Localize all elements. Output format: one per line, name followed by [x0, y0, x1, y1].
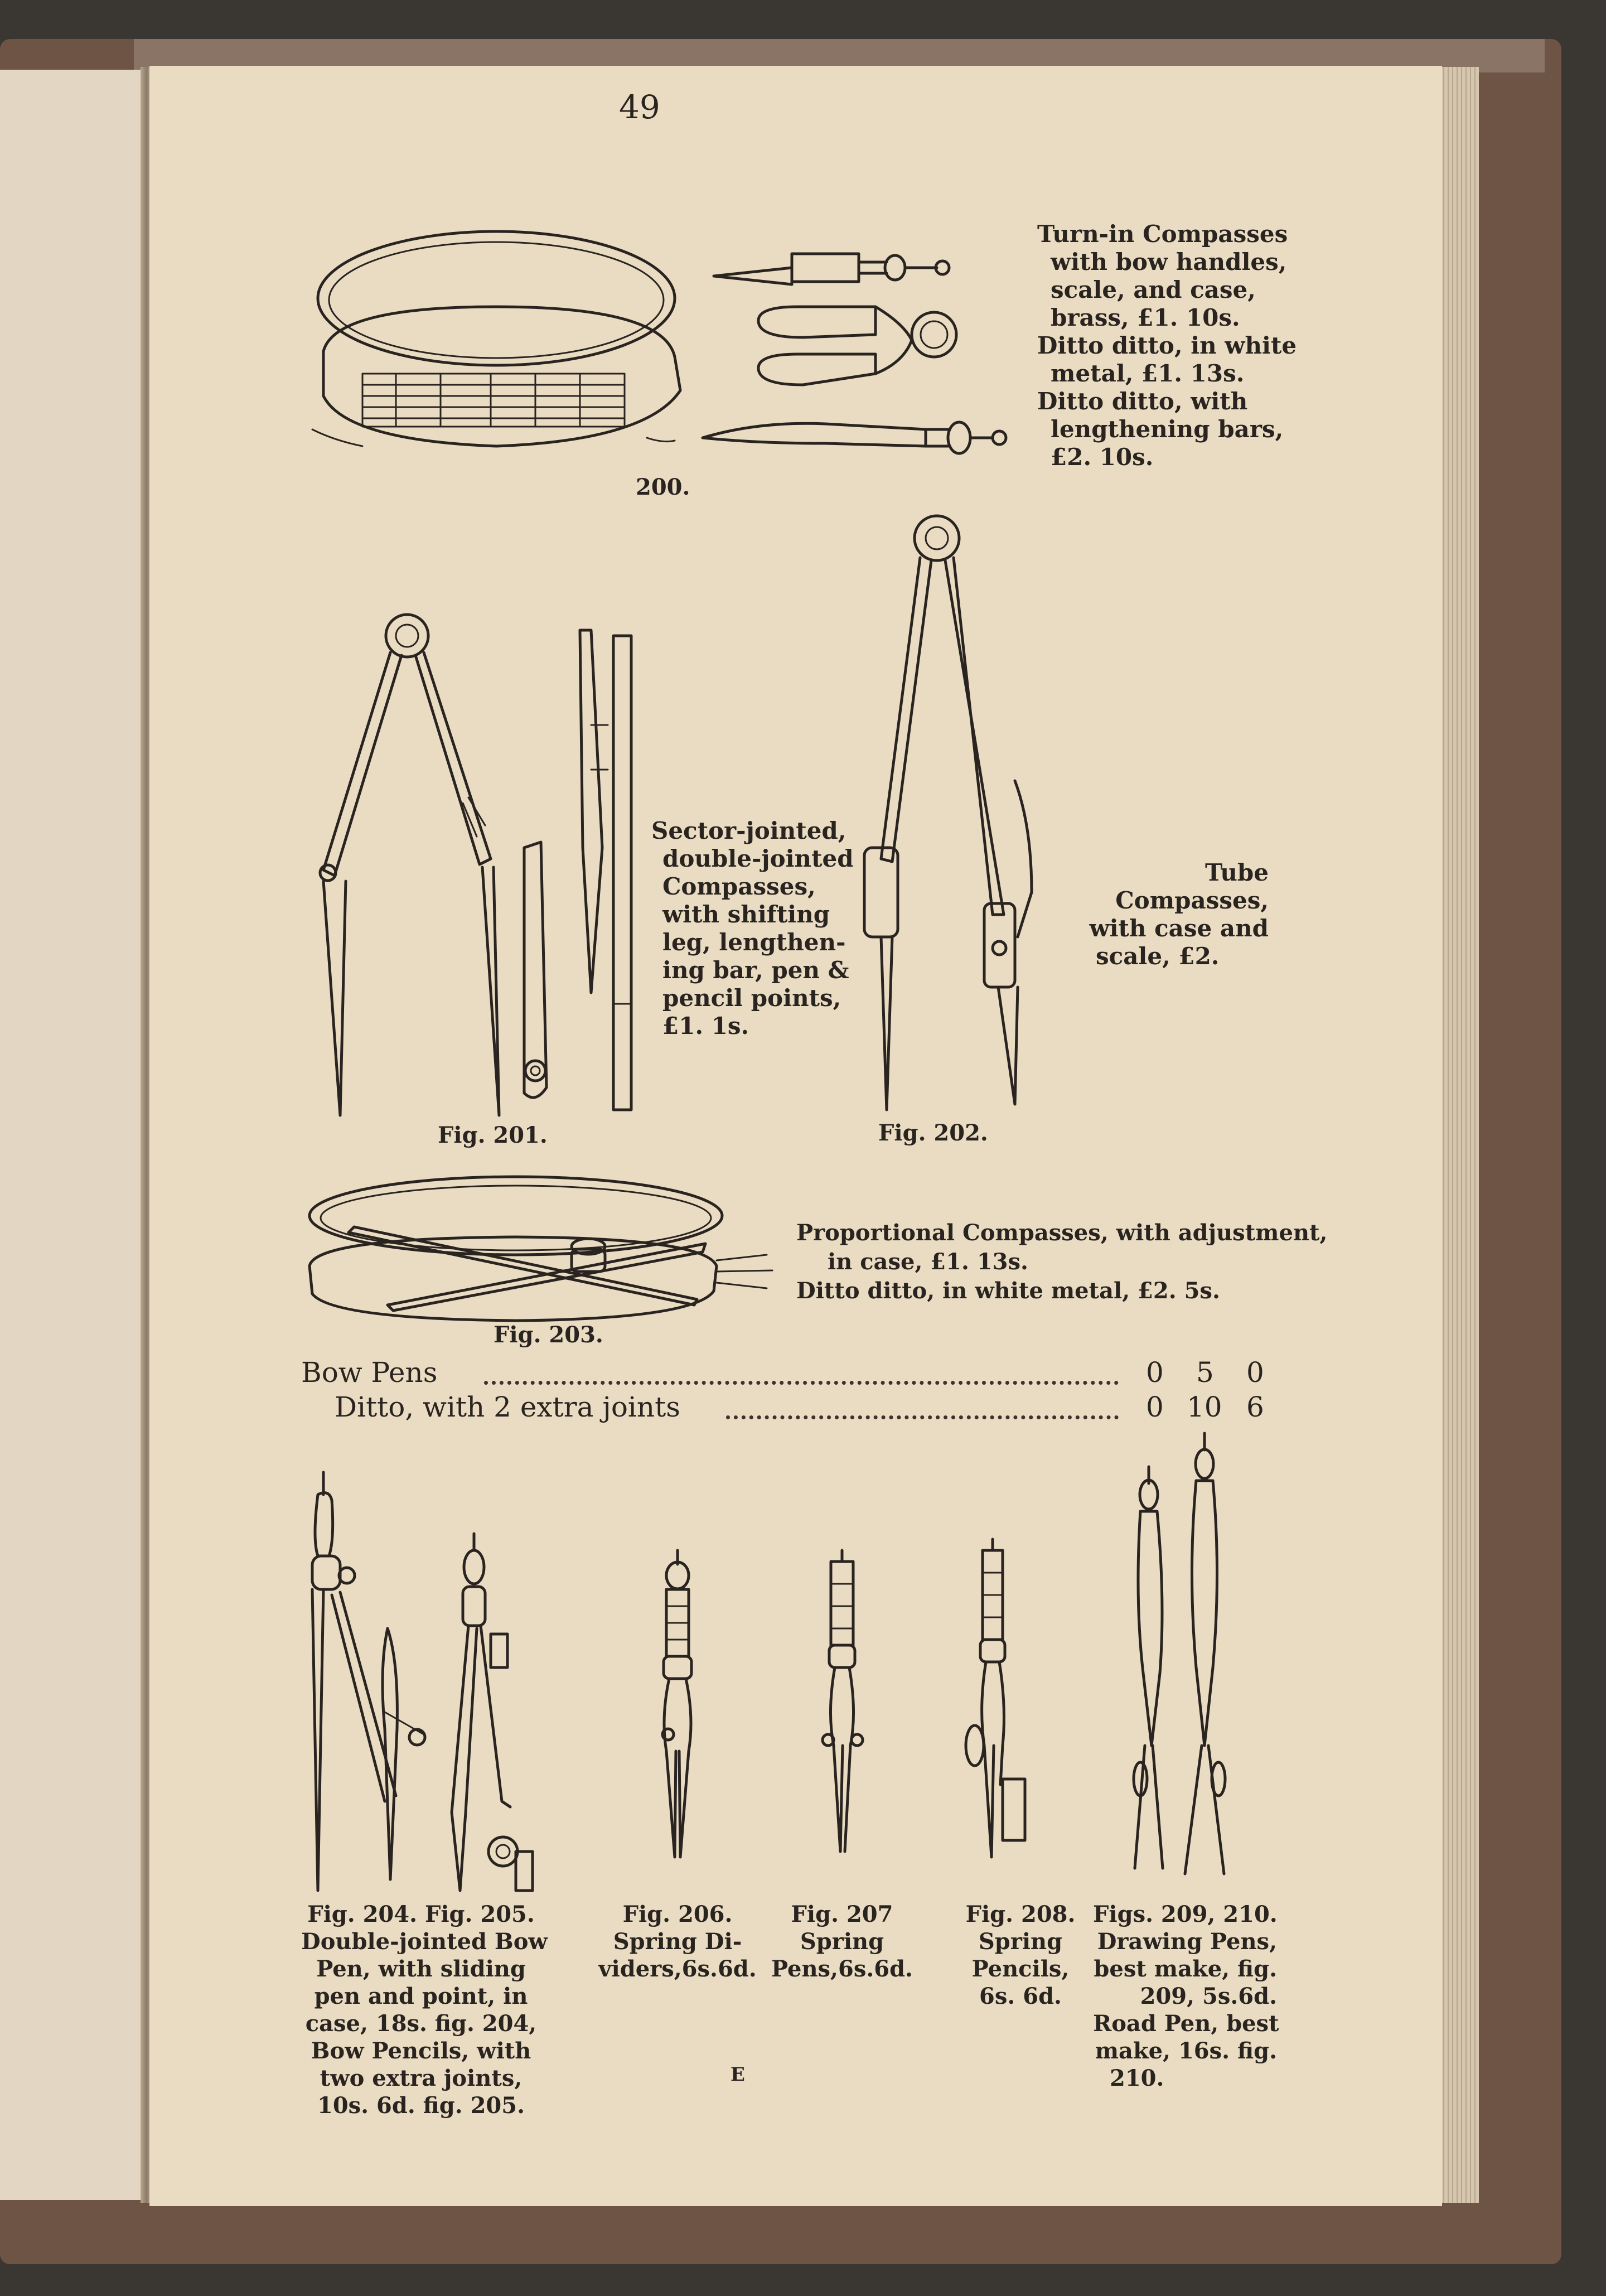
text-line: Sector-jointed, [651, 817, 846, 844]
fig-203-label: Fig. 203. [494, 1322, 603, 1348]
caption-line: make, 16s. fig. [1095, 2038, 1277, 2064]
turn-in-compasses-description [1037, 220, 1297, 471]
text-line: Ditto ditto, in white metal, £2. 5s. [796, 1278, 1220, 1304]
proportional-compasses-description [796, 1219, 1327, 1306]
page-edges [1440, 67, 1479, 2203]
caption-line: pen and point, in [314, 1983, 528, 2009]
caption-line: Fig. 206. [622, 1901, 733, 1927]
text-line: Turn-in Compasses [1037, 220, 1288, 248]
fig-201-label: Fig. 201. [438, 1122, 548, 1148]
text-line: with case and [1089, 915, 1269, 942]
text-line: Ditto ditto, with [1037, 388, 1248, 415]
caption-line: Drawing Pens, [1097, 1928, 1277, 1955]
fig-209-210-caption [1093, 1901, 1277, 2092]
caption-line: best make, fig. [1094, 1956, 1277, 1982]
caption-line: Road Pen, best [1093, 2010, 1279, 2037]
text-line: Proportional Compasses, with adjustment, [796, 1220, 1328, 1246]
text-line: Compasses, [662, 873, 816, 900]
proportional-compasses-illustration [304, 1171, 783, 1327]
caption-line: 10s. 6d. fig. 205. [317, 2092, 525, 2119]
fig-202-label: Fig. 202. [878, 1120, 988, 1146]
price-row-bow-pens [301, 1356, 437, 1389]
caption-line: 210. [1110, 2065, 1164, 2091]
text-line: Tube Compasses, [1115, 859, 1269, 914]
caption-line: Spring [978, 1928, 1063, 1955]
text-line: leg, lengthen- [662, 929, 846, 956]
caption-line: two extra joints, [320, 2065, 523, 2091]
fig-200-label: 200. [636, 474, 690, 500]
text-line: Ditto ditto, in white [1037, 332, 1297, 359]
caption-line: case, 18s. fig. 204, [305, 2010, 537, 2037]
spring-pens-illustration [806, 1550, 878, 1863]
price-pence: 6 [1246, 1391, 1264, 1423]
drawing-pens-illustration [1118, 1433, 1257, 1885]
price-pounds: 0 [1146, 1391, 1164, 1423]
text-line: in case, £1. 13s. [828, 1249, 1028, 1275]
caption-line: Spring [800, 1928, 884, 1955]
price-shillings: 5 [1196, 1356, 1214, 1389]
text-line: lengthening bars, [1051, 415, 1284, 443]
text-line: brass, £1. 10s. [1051, 304, 1240, 331]
text-line: £2. 10s. [1051, 443, 1154, 471]
caption-line: Pens,6s.6d. [771, 1956, 913, 1982]
price-pounds: 0 [1146, 1356, 1164, 1389]
price-label: Bow Pens [301, 1356, 438, 1389]
text-line: with bow handles, [1051, 248, 1287, 275]
text-line: pencil points, [662, 984, 841, 1012]
fig-207-caption [770, 1901, 915, 1983]
sector-compasses-description [651, 817, 854, 1040]
leader-dots [484, 1381, 1119, 1385]
turn-in-compasses-illustration [312, 223, 1015, 480]
caption-line: 6s. 6d. [979, 1983, 1062, 2009]
price-row-ditto-extra-joints [335, 1391, 680, 1423]
price-label: Ditto, with 2 extra joints [335, 1391, 680, 1423]
caption-line: Spring Di- [613, 1928, 742, 1955]
caption-line: Bow Pencils, with [311, 2038, 531, 2064]
sector-jointed-compasses-illustration [301, 613, 647, 1127]
caption-line: 209, 5s.6d. [1140, 1983, 1277, 2009]
caption-line: Figs. 209, 210. [1093, 1901, 1278, 1927]
price-pence: 0 [1246, 1356, 1264, 1389]
text-line: scale, and case, [1051, 276, 1256, 303]
signature-mark: E [731, 2063, 745, 2086]
fig-206-caption [597, 1901, 758, 1983]
tube-compasses-illustration [825, 513, 1060, 1115]
page-number: 49 [619, 88, 660, 126]
fig-204-205-caption [301, 1901, 548, 2119]
spring-dividers-illustration [641, 1550, 714, 1863]
caption-line: Fig. 204. Fig. 205. [307, 1901, 535, 1927]
text-line: £1. 1s. [662, 1012, 749, 1040]
price-shillings: 10 [1187, 1391, 1222, 1423]
caption-line: Fig. 208. [965, 1901, 1076, 1927]
text-line: ing bar, pen & [662, 956, 849, 984]
tube-compasses-description [1062, 859, 1269, 970]
text-line: scale, £2. [1096, 942, 1220, 970]
caption-line: Double-jointed Bow [301, 1928, 548, 1955]
fig-208-caption [954, 1901, 1087, 2010]
caption-line: viders,6s.6d. [598, 1956, 757, 1982]
leader-dots [726, 1415, 1119, 1419]
caption-line: Pen, with sliding [316, 1956, 526, 1982]
caption-line: Fig. 207 [791, 1901, 893, 1927]
left-page [0, 70, 146, 2200]
spring-pencils-illustration [959, 1539, 1048, 1868]
bow-pen-and-pencil-illustration [301, 1467, 546, 1902]
text-line: metal, £1. 13s. [1051, 360, 1245, 387]
text-line: double-jointed [662, 845, 854, 872]
caption-line: Pencils, [971, 1956, 1070, 1982]
text-line: with shifting [662, 901, 830, 928]
